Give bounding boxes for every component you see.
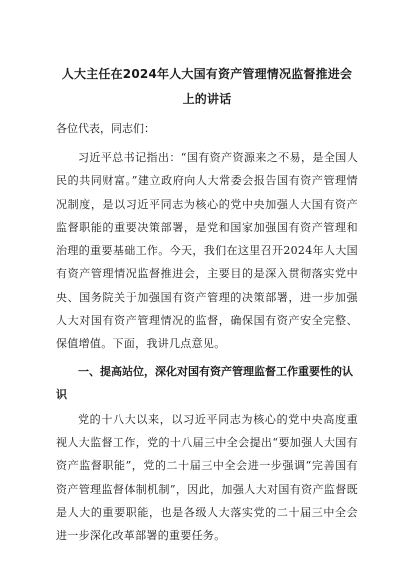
section-heading: 一、提高站位，深化对国有资产管理监督工作重要性的认识: [56, 364, 353, 401]
salutation: 各位代表，同志们：: [56, 122, 155, 135]
section-paragraph: 党的十八大以来，以习近平同志为核心的党中央高度重视人大监督工作，党的十八届三中全会提出“要加强人大国有资产监督职能”，党的二十届三中全会进一步强调“完善国有资产管理监督体制机制”，因此，加强人大对国有资产监督既是人大的重要职能，也是各级人大落实党的二十届三中全会进一步深化改革部署的重要任务。: [56, 412, 358, 543]
document-title: 人大主任在2024年人大国有资产管理情况监督推进会上的讲话: [61, 67, 353, 106]
body-paragraph: 习近平总书记指出：“国有资产资源来之不易，是全国人民的共同财富。”建立政府向人大常委会报告国有资产管理情况制度，是以习近平同志为核心的党中央加强人大国有资产监督职能的重要决策部署，是党和国家加强国有资产管理和治理的重要基础工作。今天，我们在这里召开2024年人大国有资产管理情况监督推进会，主要目的是深入贯彻落实党中央、国务院关于加强国有资产管理的决策部署，进一步加强人大对国有资产管理情况的监督，确保国有资产安全完整、保值增值。下面，我讲几点意见。: [56, 151, 358, 351]
